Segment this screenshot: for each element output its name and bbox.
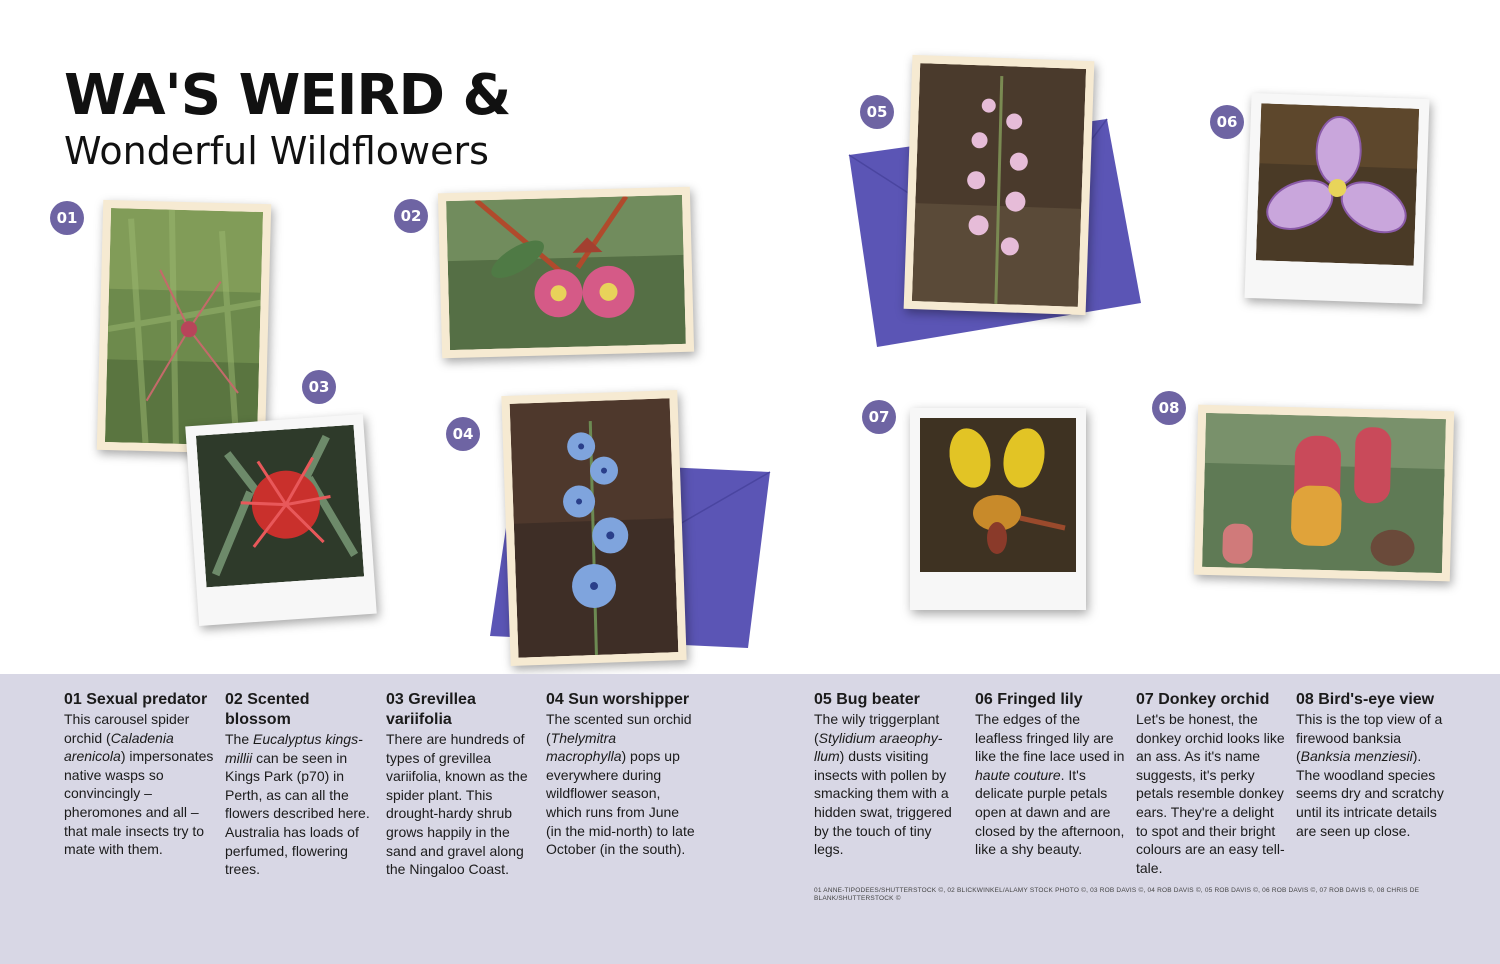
caption-04 bbox=[546, 690, 696, 859]
photo-06-fringed-lily bbox=[1256, 103, 1419, 265]
photo-01-frame bbox=[97, 200, 271, 454]
caption-08-body: This is the top view of a firewood banksia (Banksia menziesii). The woodland species seems dry and scratchy until its intricate details are seen up close. bbox=[1296, 711, 1444, 839]
caption-08-heading: 08 Bird's-eye view bbox=[1296, 691, 1435, 708]
caption-03-body: There are hundreds of types of grevillea variifolia, known as the spider plant. This drought-hardy shrub grows happily in the sand and gravel along the Ningaloo Coast. bbox=[386, 731, 528, 878]
badge-07: 07 bbox=[862, 400, 896, 434]
caption-05 bbox=[814, 690, 964, 859]
caption-07-heading: 07 Donkey orchid bbox=[1136, 691, 1270, 708]
caption-01-heading: 01 Sexual predator bbox=[64, 691, 208, 708]
page-subtitle: Wonderful Wildflowers bbox=[64, 129, 489, 173]
caption-02-body: The Eucalyptus kingsmillii can be seen in Kings Park (p70) in Perth, as can all the flowers described here. Australia has loads of perfumed, flowering trees. bbox=[225, 731, 370, 878]
caption-04-body: The scented sun orchid (Thelymitra macrophylla) pops up everywhere during wildflower season, which runs from June (in the mid-north) to late October (in the south). bbox=[546, 711, 695, 858]
caption-08 bbox=[1296, 690, 1446, 840]
photo-04-frame bbox=[501, 390, 686, 666]
photo-01-spider-orchid bbox=[105, 208, 263, 446]
photo-07-frame bbox=[910, 408, 1086, 610]
photo-03-grevillea bbox=[196, 425, 364, 588]
photo-05-triggerplant bbox=[912, 63, 1086, 307]
caption-05-heading: 05 Bug beater bbox=[814, 691, 920, 708]
caption-06 bbox=[975, 690, 1125, 859]
photo-02-frame bbox=[438, 187, 694, 359]
badge-04: 04 bbox=[446, 417, 480, 451]
badge-06: 06 bbox=[1210, 105, 1244, 139]
badge-02: 02 bbox=[394, 199, 428, 233]
caption-06-body: The edges of the leafless fringed lily are like the fine lace used in haute couture. It's delicate purple petals open at dawn and are closed by the afternoon, like a shy beauty. bbox=[975, 711, 1125, 858]
photo-07-donkey-orchid bbox=[920, 418, 1076, 572]
page-title-block bbox=[64, 62, 510, 174]
photo-credits: 01 ANNE-TIPODEES/SHUTTERSTOCK ©, 02 BLICKWINKEL/ALAMY STOCK PHOTO ©, 03 ROB DAVIS ©, 04 ROB DAVIS ©, 05 ROB DAVIS ©, 06 ROB DAVIS ©, 07 ROB DAVIS ©, 08 CHRIS DE BLANK/SHUTTERSTOCK © bbox=[814, 887, 1420, 902]
caption-02 bbox=[225, 690, 375, 879]
caption-07-body: Let's be honest, the donkey orchid looks like an ass. As it's name suggests, it's perky petals resemble donkey ears. They're a delight to spot and their bright colours are an easy tell-tale. bbox=[1136, 711, 1285, 876]
caption-03-heading: 03 Grevillea variifolia bbox=[386, 691, 476, 728]
caption-01-body: This carousel spider orchid (Caladenia arenicola) impersonates native wasps so convincingly – pheromones and all – that male insects try to mate with them. bbox=[64, 711, 214, 858]
badge-08: 08 bbox=[1152, 391, 1186, 425]
caption-07 bbox=[1136, 690, 1286, 877]
photo-02-eucalyptus-blossom bbox=[446, 195, 686, 350]
photo-06-frame bbox=[1244, 93, 1429, 304]
badge-05: 05 bbox=[860, 95, 894, 129]
caption-04-heading: 04 Sun worshipper bbox=[546, 691, 690, 708]
caption-05-body: The wily triggerplant (Stylidium araeophyllum) dusts visiting insects with pollen by smacking them with a hidden swat, triggered by the touch of tiny legs. bbox=[814, 711, 952, 858]
caption-03 bbox=[386, 690, 536, 879]
badge-03: 03 bbox=[302, 370, 336, 404]
photo-05-frame bbox=[904, 55, 1095, 315]
photo-03-frame bbox=[185, 414, 377, 626]
photo-04-sun-orchid bbox=[510, 398, 679, 657]
caption-06-heading: 06 Fringed lily bbox=[975, 691, 1083, 708]
photo-08-banksia bbox=[1202, 413, 1446, 573]
caption-02-heading: 02 Scented blossom bbox=[225, 691, 310, 728]
photo-08-frame bbox=[1194, 405, 1454, 582]
badge-01: 01 bbox=[50, 201, 84, 235]
caption-01 bbox=[64, 690, 214, 859]
page-title: WA'S WEIRD & bbox=[64, 63, 511, 128]
